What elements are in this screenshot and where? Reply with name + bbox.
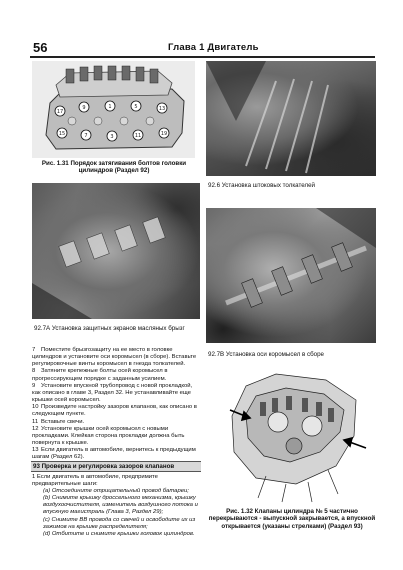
svg-text:13: 13	[158, 106, 166, 112]
svg-text:1: 1	[108, 104, 112, 110]
list-item: 8 Затяните крепежные болты осей коромысел в прогрессирующем порядке с заданным усилием.	[32, 368, 168, 382]
section-93-steps	[32, 474, 200, 538]
list-item: (d) Отбитите и снимите крышки головок цилиндров.	[43, 530, 195, 537]
list-item: 12 Установите крышки осей коромысел с новыми прокладками. Клейкая сторона прокладки должна быть повернута к крышке.	[32, 425, 185, 447]
list-item: (c) Снимите ВВ провода со свечей и освободите их из зажимов на крышке распределителя;	[43, 516, 196, 530]
list-item: 7 Поместите брызгозащиту на ее место в головке цилиндров и установите оси коромысел (в сборе). Вставьте регулировочные винты коромысел в гнезда толкателей.	[32, 347, 197, 368]
svg-text:19: 19	[160, 131, 168, 137]
svg-text:9: 9	[82, 105, 86, 111]
steps-list	[32, 347, 200, 462]
photo-92-6-pushrods	[206, 61, 376, 176]
photo-92-7a-oil-shields	[32, 183, 200, 319]
page-number: 56	[33, 40, 48, 55]
chapter-title: Глава 1 Двигатель	[168, 42, 259, 53]
list-item: 10 Произведите настройку зазоров клапанов, как описано в следующем пункте.	[32, 404, 197, 418]
photo-92-7b-rocker-shaft	[206, 208, 376, 343]
list-item: 13 Если двигатель в автомобиле, вернитесь к предыдущим шагам (Раздел 62).	[32, 447, 196, 461]
figure-1-32-caption: Рис. 1.32 Клапаны цилиндра № 5 частично перекрываются - выпускной закрывается, а впускной открывается (указаны стрелками) (Раздел 93)	[208, 508, 376, 530]
figure-1-31-caption: Рис. 1.31 Порядок затягивания болтов головки цилиндров (Раздел 92)	[41, 160, 187, 175]
header-rule	[30, 56, 375, 58]
svg-text:7: 7	[84, 133, 88, 139]
list-item: (b) Снимите крышку дроссельного механизма, крышку воздухоочистителя, изменитель воздушного потока и впускную магистраль (Глава 3, Раздел 29);	[43, 495, 198, 516]
svg-text:3: 3	[110, 134, 114, 140]
list-item: 9 Установите впускной трубопровод с новой прокладкой, как описано в главе 3, Раздел 32. Не устанавливайте еще крышки осей коромысел.	[32, 382, 193, 404]
svg-text:17: 17	[56, 109, 64, 115]
figure-1-31-head-bolt-diagram	[32, 61, 195, 158]
svg-text:11: 11	[134, 133, 142, 139]
figure-1-32-valve-illustration	[216, 366, 374, 504]
section-93-intro: 1 Если двигатель в автомобиле, предпримите предварительные шаги:	[32, 474, 158, 488]
list-item: (a) Отсоедините отрицательный провод батареи;	[43, 488, 189, 495]
list-item: 11 Вставьте свечи.	[32, 418, 85, 425]
svg-text:5: 5	[134, 104, 138, 110]
section-93-heading: 93 Проверка и регулировка зазоров клапанов	[31, 461, 201, 472]
photo-92-7b-caption: 92.7В Установка оси коромысел в сборе	[208, 351, 324, 358]
photo-92-6-caption: 92.6 Установка штоковых толкателей	[208, 182, 315, 189]
photo-92-7a-caption: 92.7А Установка защитных экранов масляных брызг	[34, 325, 185, 332]
svg-text:15: 15	[58, 131, 66, 137]
